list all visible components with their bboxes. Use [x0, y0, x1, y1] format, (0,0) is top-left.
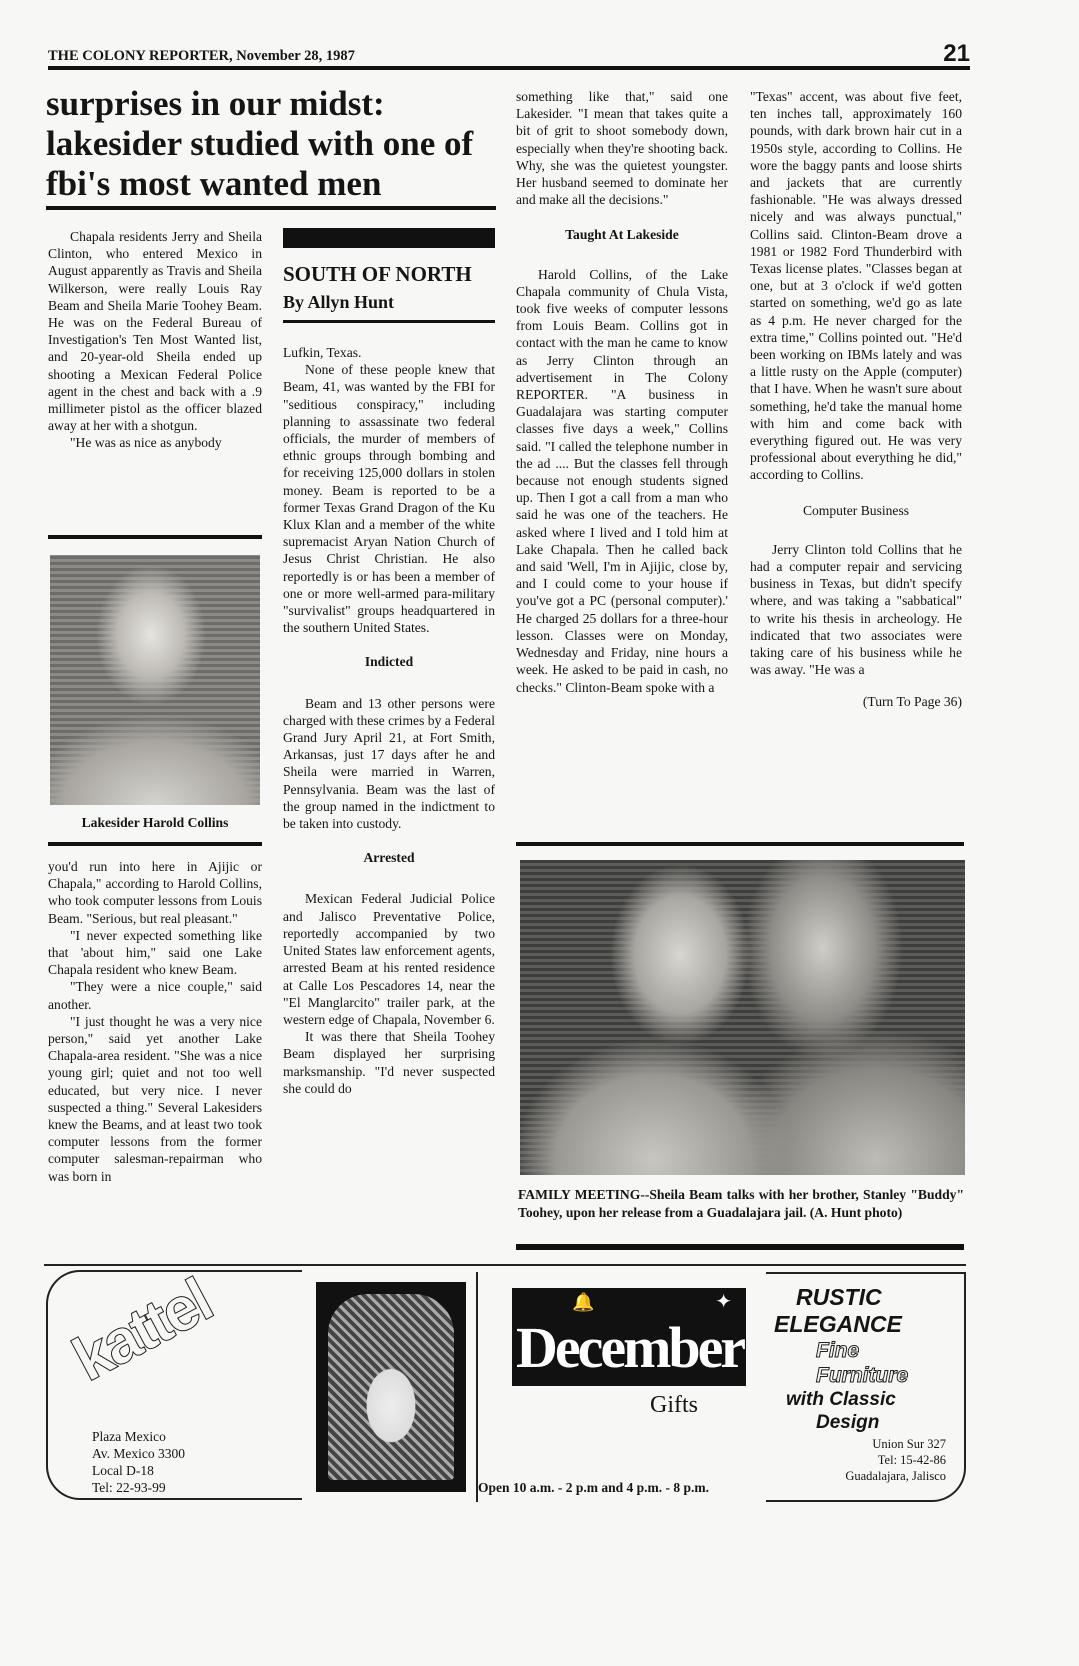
- rustic-address: [766, 1436, 964, 1484]
- headline-rule: [46, 206, 496, 210]
- star-icon: ✦: [715, 1291, 732, 1313]
- paragraph: Jerry Clinton told Collins that he had a computer repair and servicing business in Texas, but didn't specify where, and was taking a "sabbatical" to write his thesis in archeology. He indicated that two associates were taking care of his business while he was away. "He was a: [750, 541, 962, 678]
- photo-caption: FAMILY MEETING--Sheila Beam talks with her brother, Stanley "Buddy" Toohey, upon her release from a Guadalajara jail. (A. Hunt photo): [518, 1187, 964, 1220]
- kattel-logo: kattel: [61, 1266, 222, 1395]
- december-gifts: Gifts: [650, 1392, 698, 1418]
- divider: [516, 842, 964, 846]
- column-title-bar: [283, 228, 495, 248]
- divider: [283, 320, 495, 323]
- article-col1-top: [48, 228, 262, 452]
- rustic-line: ELEGANCE: [774, 1311, 902, 1337]
- ad-top-rule: [44, 1264, 966, 1266]
- paragraph: "Texas" accent, was about five feet, ten inches tall, approximately 160 pounds, with dark brown hair cut in a 1950s style, according to Collins. He wore the baggy pants and loose shirts and jackets that are currently fashionable. "He was always dressed nicely and was always punctual," Collins said. Clinton-Beam drove a 1981 or 1982 Ford Thunderbird with Texas license plates. "Classes began at one, but at 3 o'clock if we'd gotten started on something, we'd go as late as 4 p.m. He never charged for the extra time," Collins pointed out. "He'd been working on IBMs lately and was a little rusty on the Apple (computer) that I have. When he wasn't sure about something, he'd take the manual home with him and come back with everything figured out. He was very professional about everything he did," according to Collins.: [750, 89, 962, 483]
- article-col3: [516, 88, 728, 696]
- paragraph: "He was as nice as anybody: [70, 435, 222, 451]
- ornate-mirror-icon: [328, 1294, 454, 1480]
- photo-harold-collins: [50, 555, 260, 805]
- bells-icon: 🔔: [572, 1292, 595, 1312]
- paragraph: something like that," said one Lakesider. "I mean that takes quite a bit of grit to shoot somebody down, especially when they're shooting back. Why, she was the quietest youngster. Her husband seemed to dominate her and make all the decisions.": [516, 89, 728, 208]
- subhead-indicted: Indicted: [364, 654, 414, 670]
- jump-line: (Turn To Page 36): [862, 693, 962, 709]
- ad-line: Union Sur 327: [872, 1437, 946, 1451]
- paragraph: "I never expected something like that 'about him," said one Lake Chapala resident who knew Beam.: [48, 927, 262, 978]
- headline: surprises in our midst: lakesider studied with one of fbi's most wanted men: [46, 84, 474, 203]
- masthead: [48, 40, 970, 70]
- subhead-computer-business: Computer Business: [802, 502, 910, 518]
- december-logo-box: [512, 1288, 746, 1386]
- december-logo: December: [516, 1315, 744, 1380]
- page-number: 21: [943, 40, 970, 67]
- ad-kattel: [46, 1266, 302, 1500]
- paragraph: you'd run into here in Ajijic or Chapala," according to Harold Collins, who took computer lessons from Louis Beam. "Serious, but real pleasant.": [48, 859, 262, 926]
- divider: [48, 535, 262, 539]
- divider: [48, 842, 262, 846]
- ad-line: Guadalajara, Jalisco: [845, 1469, 946, 1483]
- rustic-line: RUSTIC: [796, 1284, 882, 1310]
- paragraph: "They were a nice couple," said another.: [48, 979, 262, 1012]
- article-col1-bottom: [48, 858, 262, 1185]
- paragraph: None of these people knew that Beam, 41, was wanted by the FBI for "seditious conspiracy," including planning to assassinate two federal officials, the murder of members of ethnic groups through bombing and for receiving 125,000 dollars in stolen money. Beam is reported to be a former Texas Grand Dragon of the Ku Klux Klan and a member of the white supremacist Aryan Nation Church of Jesus Christ Christian. He also reportedly is or has been a member of one or more well-armed para-military "survivalist" groups headquartered in the southern United States.: [283, 362, 495, 636]
- december-ornament-row: [512, 1288, 746, 1316]
- paragraph: Lufkin, Texas.: [283, 345, 362, 360]
- rustic-line: Furniture: [816, 1364, 909, 1387]
- rustic-line: Fine: [816, 1339, 860, 1362]
- photo-caption: Lakesider Harold Collins: [81, 815, 229, 830]
- rustic-line: with Classic: [786, 1389, 896, 1410]
- byline: By Allyn Hunt: [283, 292, 395, 312]
- subhead-arrested: Arrested: [363, 850, 415, 866]
- subhead-taught-at-lakeside: Taught At Lakeside: [565, 227, 679, 243]
- ad-line: Av. Mexico 3300: [92, 1446, 185, 1461]
- ad-line: Plaza Mexico: [92, 1429, 166, 1444]
- column-title: SOUTH OF NORTH: [283, 262, 472, 286]
- paragraph: Mexican Federal Judicial Police and Jalisco Preventative Police, reportedly accompanied by two United States law enforcement agents, arrested Beam at his rented residence at Calle Los Pescadores 14, near the "El Manglarcito" trailer park, at the western edge of Chapala, November 6.: [283, 891, 495, 1027]
- paragraph: Chapala residents Jerry and Sheila Clinton, who entered Mexico in August apparently as Travis and Sheila Wilkerson, were really Louis Ray Beam and Sheila Marie Toohey Beam. He was on the Federal Bureau of Investigation's Ten Most Wanted list, and 20-year-old Sheila ended up shooting a Mexican Federal Police agent in the chest and back with a .9 millimeter pistol as the officer blazed away at her with a shotgun.: [48, 229, 262, 434]
- article-col4: [750, 88, 962, 710]
- paper-name-date: THE COLONY REPORTER, November 28, 1987: [48, 48, 355, 64]
- ad-line: Tel: 15-42-86: [877, 1453, 946, 1467]
- paragraph: "I just thought he was a very nice person," said yet another Lake Chapala-area resident. "She was a nice young girl; quiet and not too well educated, but very nice. I never suspected a thing." Several Lakesiders knew the Beams, and at least two took computer lessons from the former computer salesman-repairman who was born in: [48, 1013, 262, 1184]
- article-col2: [283, 344, 495, 1097]
- paragraph: Harold Collins, of the Lake Chapala community of Chula Vista, took five weeks of computer lessons from Louis Beam. Collins got in contact with the man he came to know as Jerry Clinton through an advertisement in The Colony REPORTER. "A business in Guadalajara was starting computer classes five days a week," Collins said. "I called the telephone number in the ad .... But the classes fell through because not enough students signed up. Then I got a call from a man who said he was one of the teachers. He asked where I lived and I told him at Lake Chapala. Then he called back and said 'Well, I'm in Ajijic, close by, and I could come to your house if you've got a PC (personal computer).' He charged 25 dollars for a three-hour lesson. Classes were on Monday, Wednesday and Friday, nine hours a week. He asked to be paid in cash, no checks." Clinton-Beam spoke with a: [516, 266, 728, 695]
- paragraph: It was there that Sheila Toohey Beam displayed her surprising marksmanship. "I'd never suspected she could do: [283, 1029, 495, 1096]
- december-hours: Open 10 a.m. - 2 p.m and 4 p.m. - 8 p.m.: [478, 1480, 710, 1495]
- ad-separator: [476, 1272, 478, 1502]
- rustic-line: Design: [816, 1412, 880, 1433]
- paragraph: Beam and 13 other persons were charged with these crimes by a Federal Grand Jury April 21, at Fort Smith, Arkansas, just 17 days after he and Sheila were married in Warren, Pennsylvania. Beam was the last of the group named in the indictment to be taken into custody.: [283, 695, 495, 832]
- ad-mirror-image: [316, 1282, 466, 1492]
- ad-rustic-elegance: [766, 1272, 966, 1502]
- divider: [516, 1244, 964, 1250]
- ad-line: Tel: 22-93-99: [92, 1480, 166, 1495]
- kattel-address: [92, 1428, 185, 1496]
- ad-line: Local D-18: [92, 1463, 154, 1478]
- photo-family-meeting: [520, 860, 965, 1175]
